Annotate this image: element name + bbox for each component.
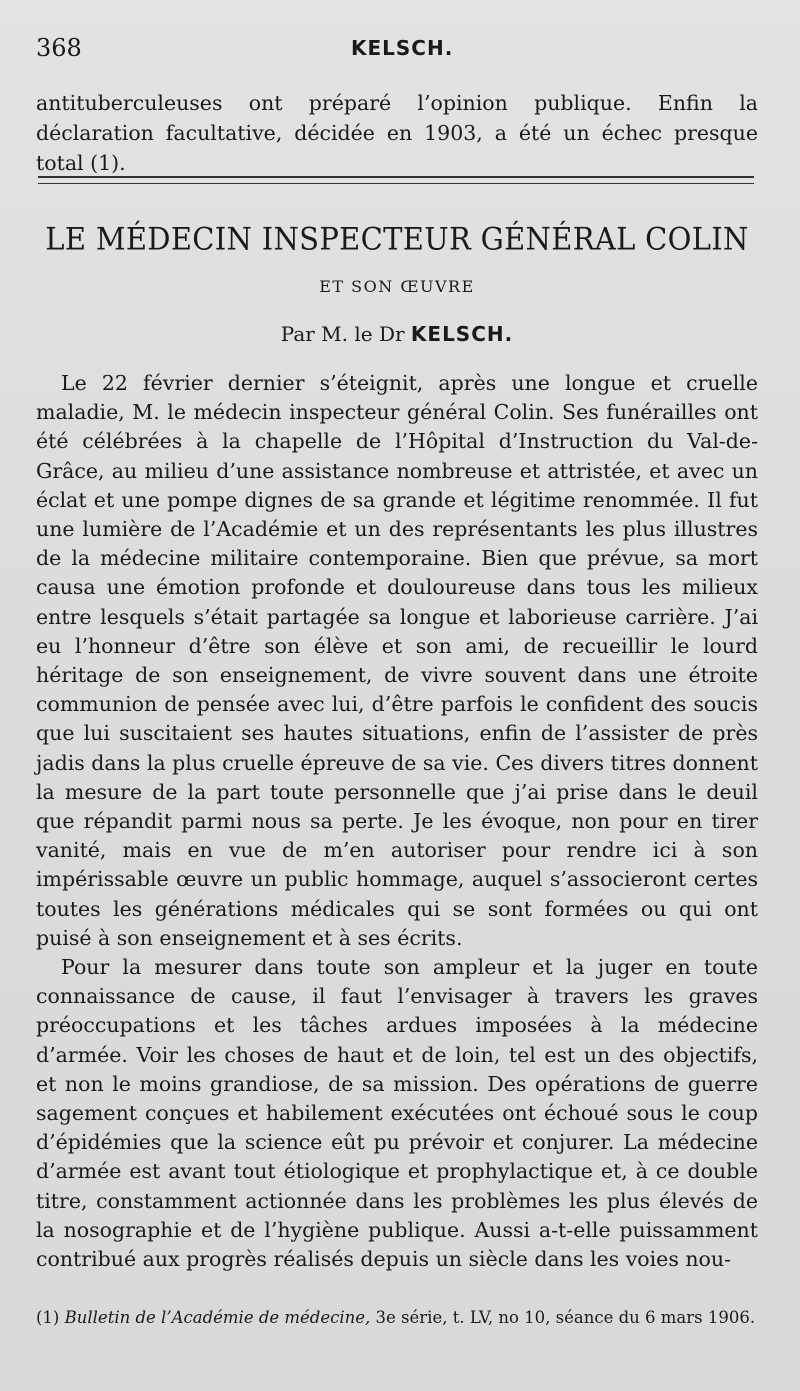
running-head [36, 34, 756, 74]
running-title: KELSCH. [351, 36, 454, 60]
byline-prefix: Par M. le Dr [280, 322, 405, 346]
section-divider-thin [38, 183, 754, 184]
article-title: LE MÉDECIN INSPECTEUR GÉNÉRAL COLIN [45, 221, 749, 257]
byline-author: KELSCH. [410, 322, 514, 346]
footnote-marker: (1) [36, 1308, 60, 1327]
paragraph-1: Le 22 février dernier s’éteignit, après une longue et cruelle maladie, M. le médecin inspecteur général Colin. Ses funérailles ont été célébrées à la chapelle de l’Hôpital d’Instruction du Val-de-Grâce, au milieu d’une assistance nombreuse et attristée, et avec un éclat et une pompe dignes de sa grande et légitime renommée. Il fut une lumière de l’Académie et un des représentants les plus illustres de la médecine militaire contemporaine. Bien que prévue, sa mort causa une émotion profonde et douloureuse dans tous les milieux entre lesquels s’était partagée sa longue et laborieuse carrière. J’ai eu l’honneur d’être son élève et son ami, de recueillir le lourd héritage de son enseignement, de vivre souvent dans une étroite communion de pensée avec lui, d’être parfois le confident des soucis que lui suscitaient ses hautes situations, enfin de l’assister de près jadis dans la plus cruelle épreuve de sa vie. Ces divers titres donnent la mesure de la part toute personnelle que j’ai prise dans le deuil que répandit parmi nous sa perte. Je les évoque, non pour en tirer vanité, mais en vue de m’en autoriser pour rendre ici à son impérissable œuvre un public hommage, auquel s’associeront certes toutes les générations médicales qui se sont formées ou qui ont puisé à son enseignement et à ses écrits. [36, 371, 758, 950]
section-divider-thick [38, 176, 754, 178]
page-number: 368 [36, 34, 82, 62]
paragraph-2: Pour la mesurer dans toute son ampleur et la juger en toute connaissance de cause, il faut l’envisager à travers les graves préoccupations et les tâches ardues imposées à la médecine d’armée. Voir les choses de haut et de loin, tel est un des objectifs, et non le moins grandiose, de sa mission. Des opérations de guerre sagement conçues et habilement exécutées ont échoué sous le coup d’épidémies que la science eût pu prévoir et conjurer. La médecine d’armée est avant tout étiologique et prophylactique et, à ce double titre, constamment actionnée dans les problèmes les plus élevés de la nosographie et de l’hygiène publique. Aussi a-t-elle puissamment contribué aux progrès réalisés depuis un siècle dans les voies nou- [36, 955, 758, 1272]
byline [36, 322, 758, 346]
article-body [36, 369, 758, 1274]
article-subtitle: ET SON ŒUVRE [319, 277, 475, 296]
footnote-source: Bulletin de l’Académie de médecine, [64, 1308, 371, 1327]
footnote-details: 3e série, t. LV, no 10, séance du 6 mars 1906. [375, 1308, 756, 1327]
footnote [36, 1306, 758, 1330]
previous-article-end: antituberculeuses ont préparé l’opinion publique. Enfin la déclaration facultative, décidée en 1903, a été un échec presque total (1). [36, 91, 758, 175]
